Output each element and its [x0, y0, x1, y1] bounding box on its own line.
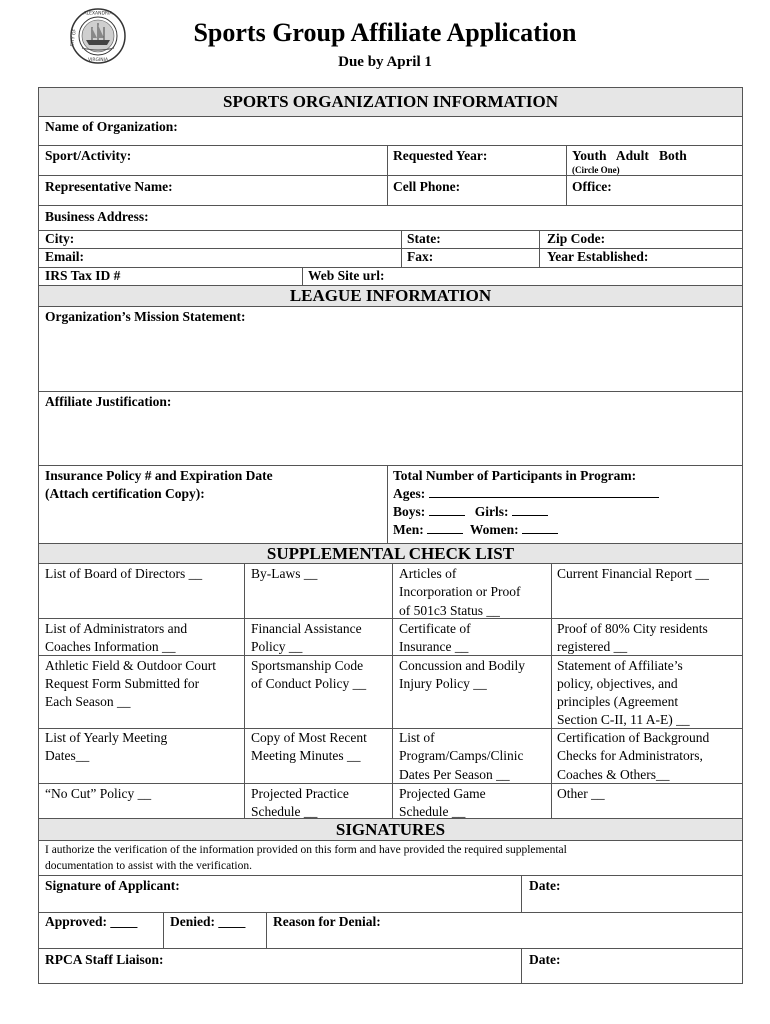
website-url-label: Web Site url: — [308, 268, 385, 283]
affiliate-justification-label: Affiliate Justification: — [45, 394, 172, 409]
reason-for-denial-label: Reason for Denial: — [273, 914, 381, 929]
sport-activity-label: Sport/Activity: — [45, 148, 132, 163]
checklist-program-dates[interactable]: List of Program/Camps/Clinic Dates Per Season __ — [399, 730, 524, 782]
section-heading-signatures: SIGNATURES — [39, 819, 742, 840]
authorization-statement-line-2: documentation to assist with the verification. — [45, 860, 252, 872]
business-address-label: Business Address: — [45, 209, 149, 224]
mission-statement-label: Organization’s Mission Statement: — [45, 309, 246, 324]
state-label: State: — [407, 231, 441, 246]
checklist-game-schedule[interactable]: Projected Game Schedule __ — [399, 786, 486, 820]
zip-code-label: Zip Code: — [547, 231, 606, 246]
checklist-articles-of-incorporation[interactable]: Articles of Incorporation or Proof of 501c3 Status __ — [399, 566, 521, 618]
denied-field[interactable]: Denied: ____ — [170, 914, 246, 929]
svg-text:ALEXANDRIA: ALEXANDRIA — [83, 11, 113, 17]
circle-one-note: (Circle One) — [572, 165, 620, 175]
women-label: Women: — [469, 522, 519, 537]
section-heading-checklist: SUPPLEMENTAL CHECK LIST — [39, 544, 742, 563]
name-of-organization-label: Name of Organization: — [45, 119, 178, 134]
cell-phone-label: Cell Phone: — [393, 179, 461, 194]
liaison-date-label: Date: — [529, 952, 561, 967]
authorization-statement-line-1: I authorize the verification of the information provided on this form and have provided the required supplemental — [45, 844, 567, 856]
checklist-by-laws[interactable]: By-Laws __ — [251, 566, 318, 581]
men-label: Men: — [393, 522, 424, 537]
city-label: City: — [45, 231, 75, 246]
checklist-meeting-minutes[interactable]: Copy of Most Recent Meeting Minutes __ — [251, 730, 367, 764]
ages-label: Ages: — [393, 486, 426, 501]
ages-field[interactable] — [393, 485, 659, 503]
men-women-fields[interactable] — [393, 521, 558, 539]
fax-label: Fax: — [407, 249, 434, 264]
year-established-label: Year Established: — [547, 249, 649, 264]
checklist-administrators-athletic-field[interactable]: List of Administrators and Coaches Information __ Athletic Field & Outdoor Court Request Form Submitted for Each Season __ — [45, 621, 216, 710]
representative-name-label: Representative Name: — [45, 179, 173, 194]
checklist-practice-schedule[interactable]: Projected Practice Schedule __ — [251, 786, 349, 820]
checklist-background-checks[interactable]: Certification of Background Checks for Administrators, Coaches & Others__ — [557, 730, 710, 782]
rpca-staff-liaison-label: RPCA Staff Liaison: — [45, 952, 164, 967]
insurance-attach-note: (Attach certification Copy): — [45, 486, 205, 501]
section-heading-league: LEAGUE INFORMATION — [39, 286, 742, 306]
application-form — [38, 87, 743, 984]
boys-label: Boys: — [393, 504, 426, 519]
checklist-board-of-directors[interactable]: List of Board of Directors __ — [45, 566, 203, 581]
svg-text:VIRGINIA: VIRGINIA — [87, 58, 109, 63]
checklist-residents-policy-statement[interactable]: Proof of 80% City residents registered __ Statement of Affiliate’s policy, objectives, and principles (Agreement Section C-II, 11 A-E) __ — [557, 621, 708, 728]
checklist-no-cut-policy[interactable]: “No Cut” Policy __ — [45, 786, 152, 801]
approved-field[interactable]: Approved: ____ — [45, 914, 138, 929]
section-heading-organization: SPORTS ORGANIZATION INFORMATION — [39, 88, 742, 116]
due-date: Due by April 1 — [338, 54, 432, 70]
total-participants-label: Total Number of Participants in Program: — [393, 468, 637, 483]
applicant-date-label: Date: — [529, 878, 561, 893]
checklist-financial-assistance-sportsmanship[interactable]: Financial Assistance Policy __ Sportsmanship Code of Conduct Policy __ — [251, 621, 367, 691]
signature-of-applicant-label: Signature of Applicant: — [45, 878, 180, 893]
checklist-insurance-concussion[interactable]: Certificate of Insurance __ Concussion and Bodily Injury Policy __ — [399, 621, 526, 691]
office-label: Office: — [572, 179, 612, 194]
boys-girls-fields[interactable] — [393, 503, 548, 521]
insurance-policy-label: Insurance Policy # and Expiration Date — [45, 468, 273, 483]
age-group-options[interactable]: Youth Adult Both — [572, 148, 687, 163]
svg-text:CITY OF: CITY OF — [70, 28, 78, 47]
form-title: Sports Group Affiliate Application — [193, 18, 577, 47]
checklist-other[interactable]: Other __ — [557, 786, 605, 801]
requested-year-label: Requested Year: — [393, 148, 488, 163]
email-label: Email: — [45, 249, 84, 264]
irs-tax-id-label: IRS Tax ID # — [45, 268, 121, 283]
girls-label: Girls: — [474, 504, 509, 519]
checklist-yearly-meeting-dates[interactable]: List of Yearly Meeting Dates__ — [45, 730, 168, 764]
checklist-financial-report[interactable]: Current Financial Report __ — [557, 566, 709, 581]
